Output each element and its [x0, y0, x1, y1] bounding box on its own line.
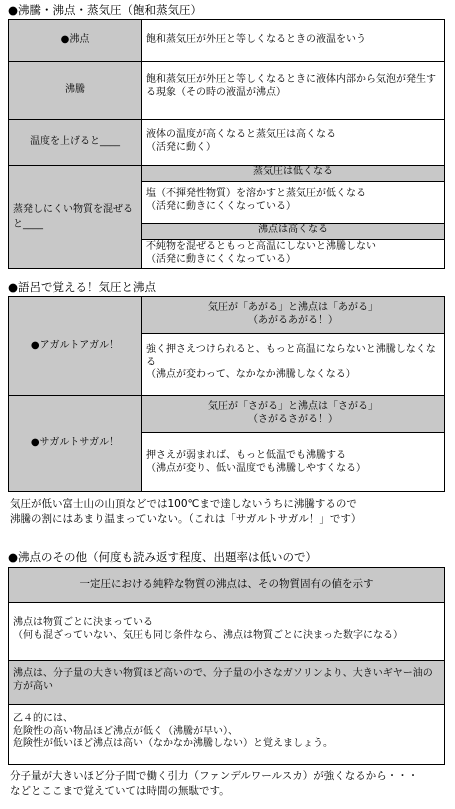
- text-boiling-point-high: 不純物を混ぜるともっと高温にしないと沸騰しない （活発に動きにくくなっている）: [146, 241, 376, 265]
- row-intrinsic-value: 一定圧における純粋な物質の沸点は、その物質固有の値を示す: [9, 568, 444, 603]
- mnemonic-table: [8, 296, 445, 492]
- row-label-raise-temp: 温度を上げると____: [9, 120, 142, 166]
- row-per-substance: 沸点は物質ごとに決まっている （何も混ざっていない、気圧も同じ条件なら、沸点は物質ごとに決まった数字になる）: [9, 603, 444, 661]
- section-title-mnemonic: ●語呂で覚える！気圧と沸点: [8, 280, 157, 294]
- label-sagaru: ●サガルトサガル！: [9, 396, 142, 491]
- text-agaru: 強く押さえつけられると、もっと高温にならないと沸騰しなくなる （沸点が変わって、なかなか沸騰しなくなる）: [142, 334, 444, 396]
- other-table: [8, 567, 445, 765]
- section-title-boiling: ●沸騰・沸点・蒸気圧（飽和蒸気圧）: [8, 3, 203, 17]
- row-label-boiling-point: ●沸点: [9, 20, 142, 62]
- row-label-nonvolatile: 蒸発しにくい物質を混ぜると____: [9, 166, 142, 268]
- text-vapor-pressure-low: 塩（不揮発性物質）を溶かすと蒸気圧が低くなる （活発に動きにくくなっている）: [142, 182, 444, 224]
- text-sagaru: 押さえが弱まれば、もっと低温でも沸騰する （沸点が変り、低い温度でも沸騰しやすくなる）: [146, 450, 366, 474]
- row-text-raise-temp: 液体の温度が高くなると蒸気圧は高くなる （活発に動く）: [142, 120, 444, 166]
- row-text-boiling-point: 飽和蒸気圧が外圧と等しくなるときの液温をいう: [142, 20, 444, 62]
- head-agaru: 気圧が「あがる」と沸点は「あがる」 （あがるあがる！）: [142, 297, 444, 334]
- row-molecular-weight: 沸点は、分子量の大きい物質ほど高いので、分子量の小さなガソリンより、大きいギヤー油の方が高い: [9, 661, 444, 705]
- head-boiling-point-high: 沸点は高くなる: [142, 224, 444, 240]
- section-title-other: ●沸点のその他（何度も読み返す程度、出題率は低いので）: [8, 550, 318, 564]
- row-text-boiling: 飽和蒸気圧が外圧と等しくなるときに液体内部から気泡が発生する現象（その時の液温が沸点）: [142, 62, 444, 120]
- head-sagaru: 気圧が「さがる」と沸点は「さがる」 （さがるさがる！）: [142, 396, 444, 433]
- fuji-note: 気圧が低い富士山の山頂などでは100℃まで達しないうちに沸騰するので 沸騰の割にはあまり温まっていない。（これは「サガルトサガル！」です）: [10, 498, 362, 526]
- boiling-table: [8, 19, 445, 269]
- head-vapor-pressure-low: 蒸気圧は低くなる: [142, 166, 444, 182]
- row-label-boiling: 沸騰: [9, 62, 142, 120]
- label-agaru: ●アガルトアガル！: [9, 297, 142, 396]
- row-otsu4: 乙４的には、 危険性の高い物品ほど沸点が低く（沸騰が早い）、 危険性が低いほど沸点は高い（なかなか沸騰しない）と覚えましょう。: [13, 713, 333, 749]
- footer-note: 分子量が大きいほど分子間で働く引力（ファンデルワールスカ）が強くなるから・・・ などとここまで覚えていては時間の無駄です。: [10, 770, 419, 798]
